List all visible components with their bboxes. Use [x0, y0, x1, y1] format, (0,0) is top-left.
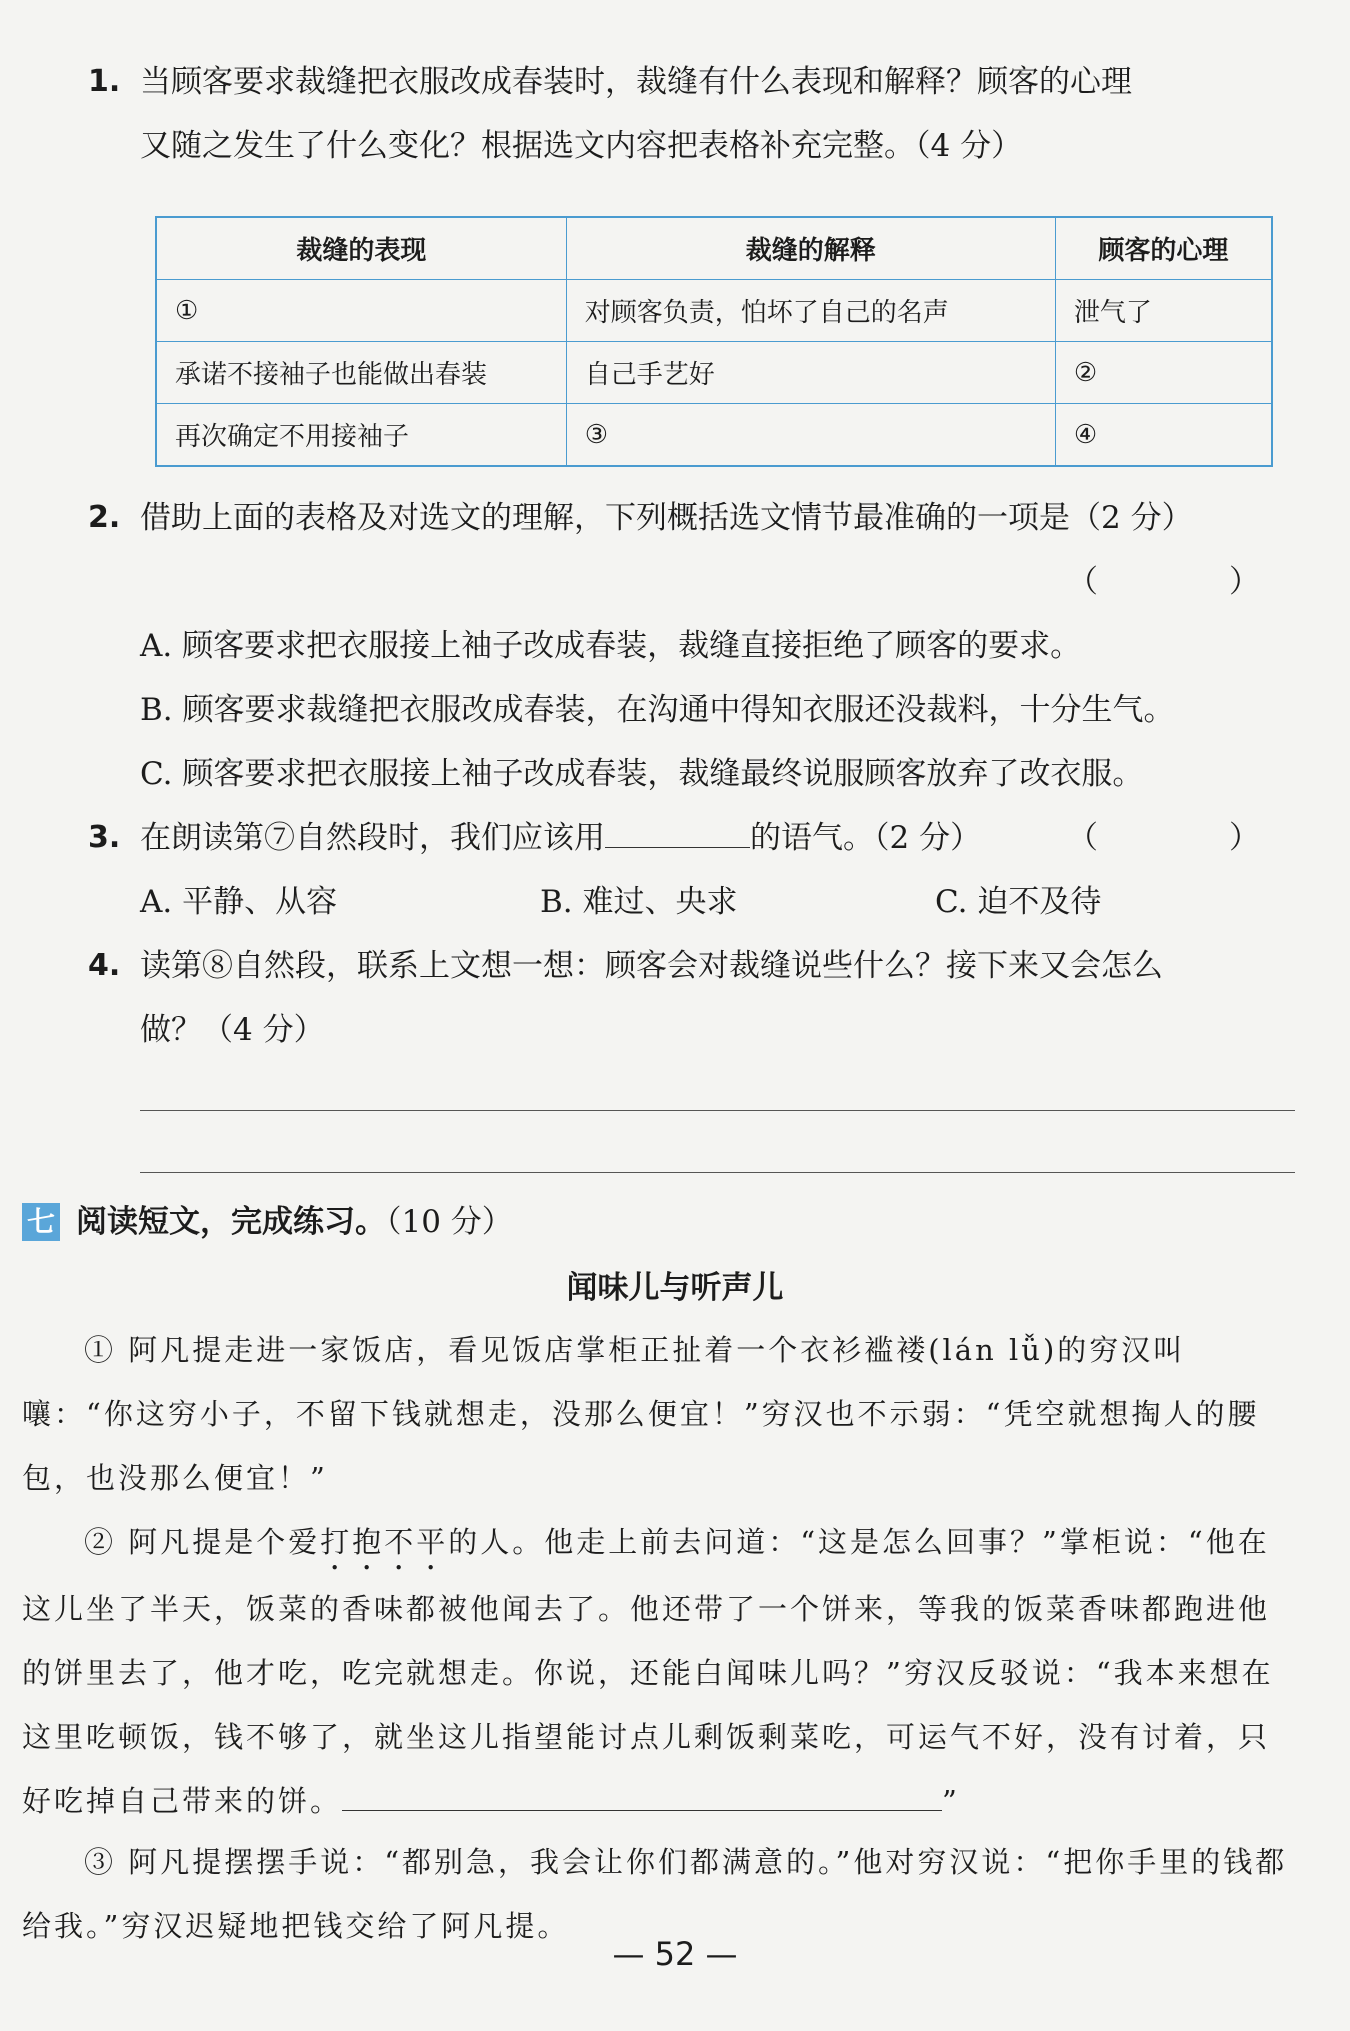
section-title-text: 阅读短文，完成练习。 [76, 1204, 386, 1240]
option-c[interactable]: C. 迫不及待 [935, 884, 1102, 920]
answer-line[interactable] [140, 1172, 1295, 1173]
question-text: 当顾客要求裁缝把衣服改成春装时，裁缝有什么表现和解释？顾客的心理 [140, 64, 1132, 100]
question-4 [88, 934, 1288, 1062]
question-text: 又随之发生了什么变化？根据选文内容把表格补充完整。（4 分） [140, 128, 1023, 164]
table-header: 裁缝的表现 [156, 217, 566, 280]
question-3 [88, 806, 1310, 870]
table-cell[interactable]: ① [156, 280, 566, 342]
table-cell: 自己手艺好 [566, 342, 1055, 404]
paragraph-text: ② 阿凡提是个爱 [84, 1525, 321, 1559]
table-header: 裁缝的解释 [566, 217, 1055, 280]
paragraph-3: ③ 阿凡提摆摆手说：“都别急，我会让你们都满意的。”他对穷汉说：“把你手里的钱都给我。”穷汉迟疑地把钱交给了阿凡提。 [22, 1845, 1288, 1943]
table-header: 顾客的心理 [1055, 217, 1272, 280]
answer-table [155, 216, 1273, 467]
question-text: 做？（4 分） [140, 1012, 325, 1048]
table-cell[interactable]: ② [1055, 342, 1272, 404]
question-1 [88, 50, 1288, 178]
section-points: （10 分） [386, 1204, 513, 1240]
table-cell[interactable]: ③ [566, 404, 1055, 467]
section-badge: 七 [22, 1203, 60, 1241]
question-number: 2. [88, 500, 121, 535]
table-cell: 泄气了 [1055, 280, 1272, 342]
question-text: 在朗读第⑦自然段时，我们应该用 [140, 820, 605, 856]
option-c[interactable]: C. 顾客要求把衣服接上袖子改成春装，裁缝最终说服顾客放弃了改衣服。 [140, 756, 1144, 792]
answer-line[interactable] [140, 1110, 1295, 1111]
paragraph-1: ① 阿凡提走进一家饭店，看见饭店掌柜正扯着一个衣衫褴褛(lán lǚ)的穷汉叫嚷：“你这穷小子，不留下钱就想走，没那么便宜！”穷汉也不示弱：“凭空就想掏人的腰包，也没那么便宜！” [22, 1333, 1260, 1495]
question-number: 3. [88, 820, 121, 855]
question-text: 借助上面的表格及对选文的理解，下列概括选文情节最准确的一项是（2 分） [140, 500, 1193, 536]
table-row [156, 404, 1272, 467]
paragraph-text: 的人。他走上前去问道：“这是怎么回事？”掌柜说：“他在这儿坐了半天，饭菜的香味都被他闻去了。他还带了一个饼来，等我的饭菜香味都跑进他的饼里去了，他才吃，吃完就想走。你说，还能白闻味儿吗？”穷汉反驳说：“我本来想在这里吃顿饭，钱不够了，就坐这儿指望能讨点儿剩饭剩菜吃，可运气不好，没有讨着，只好吃掉自己带来的饼。 [22, 1525, 1274, 1818]
table-cell: 承诺不接袖子也能做出春装 [156, 342, 566, 404]
option-b[interactable]: B. 顾客要求裁缝把衣服改成春装，在沟通中得知衣服还没裁料，十分生气。 [140, 692, 1175, 728]
option-b[interactable]: B. 难过、央求 [540, 884, 738, 920]
closing-quote: ” [942, 1784, 960, 1818]
section-title [76, 1196, 513, 1248]
fill-blank[interactable] [342, 1780, 942, 1811]
emphasized-phrase: 打抱不平 [320, 1525, 449, 1559]
answer-parentheses[interactable]: （ ） [1067, 820, 1310, 856]
option-a[interactable]: A. 顾客要求把衣服接上袖子改成春装，裁缝直接拒绝了顾客的要求。 [140, 628, 1082, 664]
option-a[interactable]: A. 平静、从容 [140, 884, 338, 920]
question-2 [88, 486, 1288, 550]
article-title: 闻味儿与听声儿 [566, 1270, 784, 1306]
answer-parentheses[interactable]: （ ） [1067, 564, 1310, 600]
question-text: 的语气。（2 分） [750, 820, 982, 856]
table-row [156, 342, 1272, 404]
fill-blank[interactable] [605, 817, 750, 848]
table-cell: 对顾客负责，怕坏了自己的名声 [566, 280, 1055, 342]
table-row [156, 280, 1272, 342]
question-number: 1. [88, 64, 121, 99]
question-number: 4. [88, 948, 121, 983]
page-number: — 52 — [612, 1935, 738, 1973]
table-header-row [156, 217, 1272, 280]
paragraph-2 [22, 1510, 1297, 1833]
table-cell: 再次确定不用接袖子 [156, 404, 566, 467]
table-cell[interactable]: ④ [1055, 404, 1272, 467]
question-text: 读第⑧自然段，联系上文想一想：顾客会对裁缝说些什么？接下来又会怎么 [140, 948, 1163, 984]
